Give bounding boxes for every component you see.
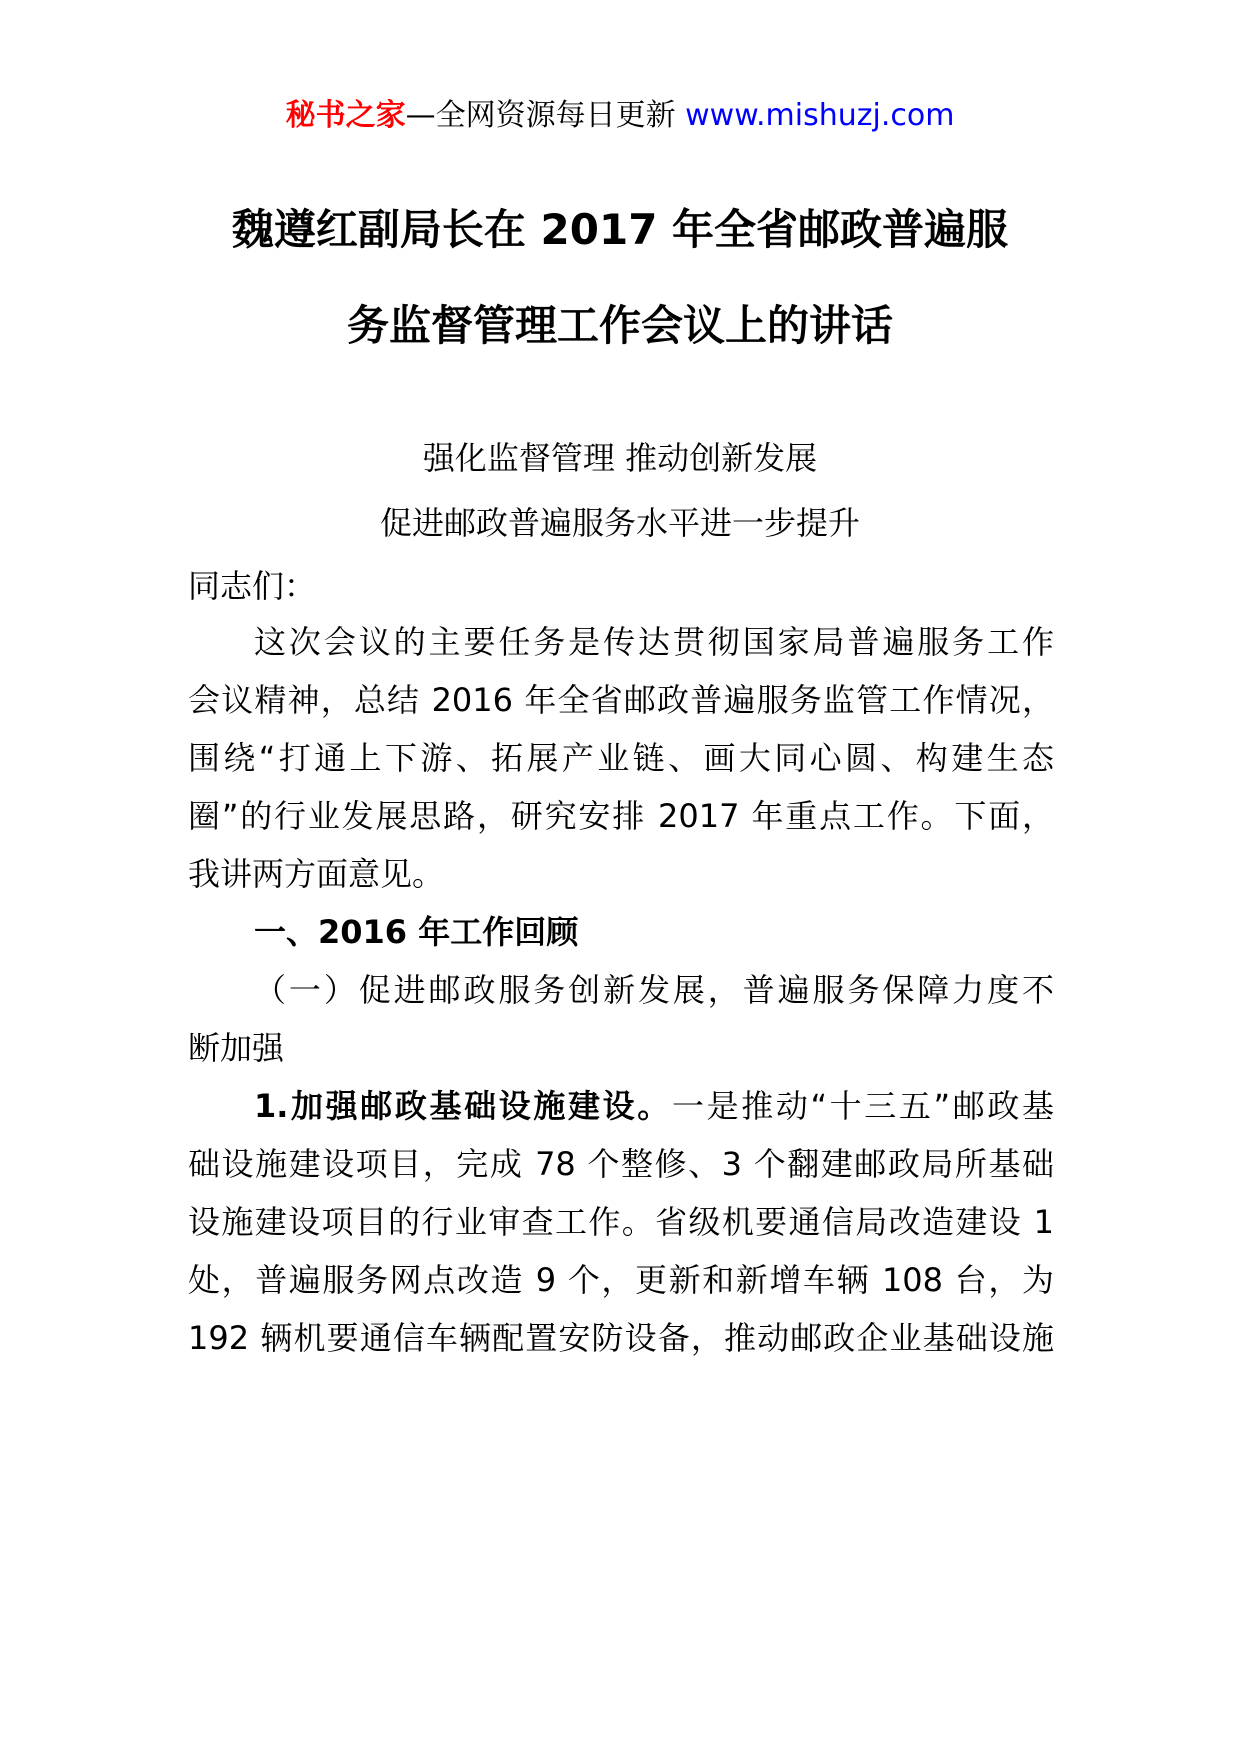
paragraph-line: 围绕“打通上下游、拓展产业链、画大同心圆、构建生态 — [188, 739, 1054, 777]
document-subtitle-line-1: 强化监督管理 推动创新发展 — [422, 439, 818, 477]
paragraph-line: 处，普遍服务网点改造 9 个，更新和新增车辆 108 台，为 — [188, 1261, 1054, 1299]
item-first-line — [254, 1085, 1054, 1127]
document-subtitle-line-2: 促进邮政普遍服务水平进一步提升 — [379, 504, 860, 542]
item-lead: 1.加强邮政基础设施建设。 — [254, 1087, 672, 1125]
salutation: 同志们： — [188, 567, 317, 605]
paragraph-line: 会议精神，总结 2016 年全省邮政普遍服务监管工作情况， — [188, 681, 1054, 719]
paragraph-line: 础设施建设项目，完成 78 个整修、3 个翻建邮政局所基础 — [188, 1145, 1054, 1183]
section-heading: 一、2016 年工作回顾 — [254, 913, 579, 951]
paragraph-line: 这次会议的主要任务是传达贯彻国家局普遍服务工作 — [254, 623, 1054, 661]
site-tagline: —全网资源每日更新 — [405, 98, 676, 133]
subsection-heading-line: 断加强 — [188, 1029, 285, 1067]
subsection-heading-line: （一）促进邮政服务创新发展，普遍服务保障力度不 — [254, 971, 1054, 1009]
site-url-link[interactable]: www.mishuzj.com — [685, 98, 955, 133]
site-brand: 秘书之家 — [285, 98, 406, 133]
paragraph-line: 圈”的行业发展思路，研究安排 2017 年重点工作。下面， — [188, 797, 1054, 835]
document-title-line-1: 魏遵红副局长在 2017 年全省邮政普遍服 — [231, 205, 1009, 254]
item-text: 一是推动“十三五”邮政基 — [671, 1087, 1054, 1125]
paragraph-line: 设施建设项目的行业审查工作。省级机要通信局改造建设 1 — [188, 1203, 1054, 1241]
paragraph-line: 192 辆机要通信车辆配置安防设备，推动邮政企业基础设施 — [188, 1319, 1054, 1357]
site-header — [0, 96, 1240, 136]
paragraph-line: 我讲两方面意见。 — [188, 855, 445, 893]
document-title-line-2: 务监督管理工作会议上的讲话 — [346, 301, 893, 350]
